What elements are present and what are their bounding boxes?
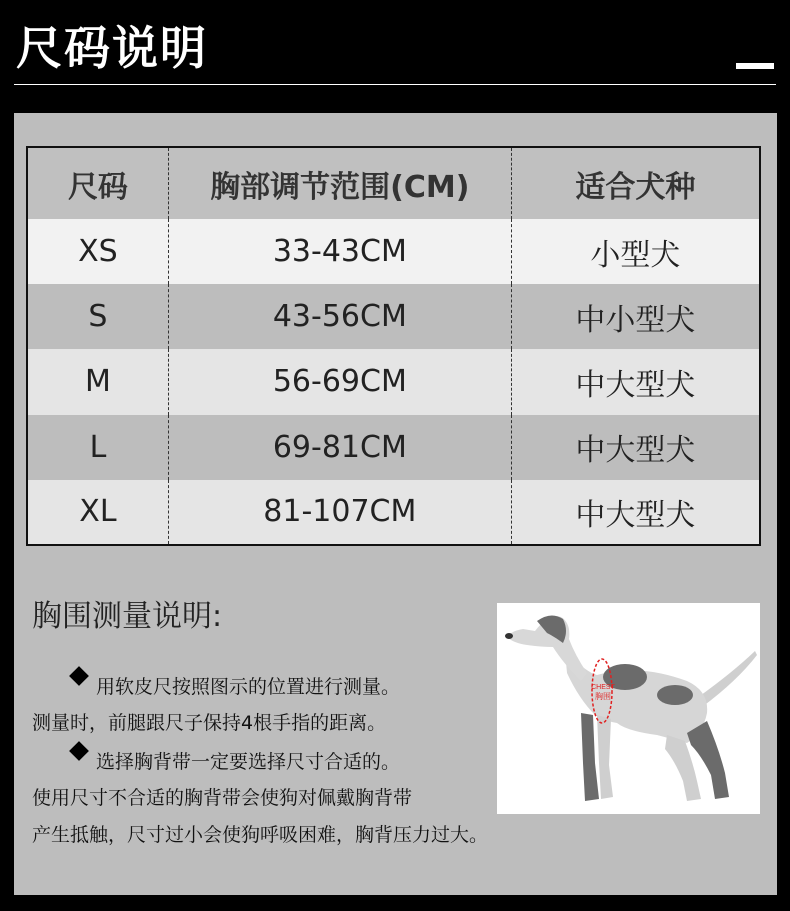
cell-chest-range: 81-107CM xyxy=(168,480,511,545)
cell-size: L xyxy=(27,415,168,480)
measure-note: 选择胸背带一定要选择尺寸合适的。 xyxy=(96,751,401,773)
cell-dog-type: 中小型犬 xyxy=(511,284,760,349)
cell-chest-range: 56-69CM xyxy=(168,349,511,414)
cell-dog-type: 中大型犬 xyxy=(511,415,760,480)
cell-chest-range: 69-81CM xyxy=(168,415,511,480)
page-title: 尺码说明 xyxy=(16,21,208,75)
header-divider xyxy=(14,84,776,85)
dog-illustration xyxy=(497,603,760,814)
measure-note: 产生抵触，尺寸过小会使狗呼吸困难，胸背压力过大。 xyxy=(32,824,489,846)
chest-label: CHEST xyxy=(591,684,615,691)
header-dash-decoration xyxy=(736,63,774,69)
table-row xyxy=(27,219,760,284)
measure-title: 胸围测量说明: xyxy=(32,599,223,634)
measure-note: 使用尺寸不合适的胸背带会使狗对佩戴胸背带 xyxy=(32,787,413,809)
cell-dog-type: 中大型犬 xyxy=(511,480,760,545)
cell-chest-range: 33-43CM xyxy=(168,219,511,284)
cell-size: XL xyxy=(27,480,168,545)
cell-size: XS xyxy=(27,219,168,284)
table-row xyxy=(27,349,760,414)
dog-chest-measurement-icon xyxy=(497,603,760,814)
chest-label-cn: 胸围 xyxy=(595,692,611,701)
header-dog-type: 适合犬种 xyxy=(511,147,760,219)
size-table xyxy=(26,146,761,546)
header-size: 尺码 xyxy=(27,147,168,219)
header-chest-range: 胸部调节范围(CM) xyxy=(168,147,511,219)
bullet-diamond-icon xyxy=(69,741,89,761)
table-header-row xyxy=(27,147,760,219)
table-row xyxy=(27,480,760,545)
measure-note: 用软皮尺按照图示的位置进行测量。 xyxy=(96,676,401,698)
table-row xyxy=(27,284,760,349)
cell-size: M xyxy=(27,349,168,414)
cell-dog-type: 中大型犬 xyxy=(511,349,760,414)
cell-size: S xyxy=(27,284,168,349)
cell-chest-range: 43-56CM xyxy=(168,284,511,349)
measure-note: 测量时，前腿跟尺子保持4根手指的距离。 xyxy=(32,712,387,734)
cell-dog-type: 小型犬 xyxy=(511,219,760,284)
bullet-diamond-icon xyxy=(69,666,89,686)
content-panel xyxy=(14,113,777,895)
table-row xyxy=(27,415,760,480)
